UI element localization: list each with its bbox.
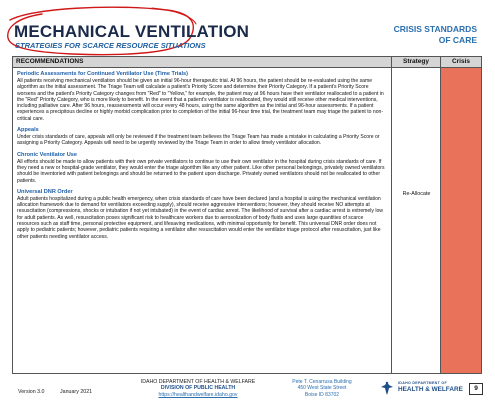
section-body-time-trials: All patients receiving mechanical ventilation should be given an initial 96-hour therapeutic trial. At 96 hours, the patient should be re-evaluated using the same algorithm as the initial assessment. The Triage Team will calculate a patient's Priority Score and determine their Priority Category. If a patient's Priority Score worsens and the patient's Priority Category changes from "Red" to "Yellow," for example, the patient may at 96 hours have their ventilator reallocated to a patient in the "Red" Priority Category, who is more likely to benefit. In the event that a patient's ventilator is reallocated, they would still receive other medical interventions, including palliative care. After 96 hours, reassessments will occur every 48 hours, using the same algorithm as the initial and 96-hour assessments. If a patient experiences a precipitous decline or highly morbid complication prior to completion of the initial 96-hour time trial, the treatment team may triage the patient to non-critical care. (17, 78, 384, 122)
column-header-strategy: Strategy (392, 57, 441, 68)
eagle-icon (380, 380, 394, 396)
section-title-time-trials: Periodic Assessments for Continued Ventilator Use (Time Trials) (17, 71, 188, 77)
footer-website-link[interactable]: https://healthandwelfare.idaho.gov (158, 391, 238, 398)
crisis-standards-line1: CRISIS STANDARDS (393, 24, 477, 34)
logo-main-text: HEALTH & WELFARE (398, 386, 463, 393)
page-title: MECHANICAL VENTILATION (14, 22, 250, 41)
page-subtitle: STRATEGIES FOR SCARCE RESOURCE SITUATIONS (15, 41, 206, 50)
footer-version-info (18, 389, 92, 395)
crisis-cell (441, 68, 481, 373)
footer-division: DIVISION OF PUBLIC HEALTH (160, 385, 236, 392)
logo-top-text: IDAHO DEPARTMENT OF (398, 381, 447, 385)
section-title-universal-dnr: Universal DNR Order (17, 188, 73, 195)
page-number: 9 (469, 383, 483, 395)
strategy-value: Re-Allocate (402, 191, 431, 197)
section-body-universal-dnr: Adult patients hospitalized during a public health emergency, when crisis standards of care have been declared (and a hospital is using the mechanical ventilation allocation framework due to demand for ventilators exceeding supply), should receive aggressive interventions; however, they should receive NO attempts at resuscitation (compressions, shocks or intubation if not yet intubated) in the event of cardiac arrest. The likelihood of survival after a cardiac arrest is extremely low for adult patients. As well, resuscitation poses significant risk to healthcare workers due to aerosolization of body fluids and uses large quantities of scarce resources such as staff time, personal protective equipment, and lifesaving medications, with minimal opportunity for benefit. This universal DNR order does not apply to pediatric patients; however, pediatric patients requiring a ventilator after resuscitation would enter the ventilator triage protocol after resuscitation, just like other patients needing ventilator access. (17, 195, 383, 240)
footer-date: January 2021 (60, 389, 93, 395)
recommendations-cell (13, 68, 392, 373)
column-header-recommendations: RECOMMENDATIONS (13, 57, 392, 68)
idhw-logo (380, 380, 468, 396)
footer-street: 450 West State Street (297, 385, 347, 392)
footer-org-name: IDAHO DEPARTMENT OF HEALTH & WELFARE (140, 379, 256, 385)
footer-building: Pete T. Cenarrusa Building (292, 379, 352, 385)
column-header-crisis: Crisis (441, 57, 481, 68)
section-title-chronic-ventilator: Chronic Ventilator Use (17, 151, 77, 158)
section-body-appeals: Under crisis standards of care, appeals will only be reviewed if the treatment team believes the Triage Team has made a mistake in calculating a Priority Score or assigning a Priority Category. Appeals will need to be urgently reviewed by the Triage Team in order to allow timely ventilator allocation. (17, 134, 380, 147)
crisis-standards-line2: OF CARE (438, 35, 477, 45)
footer-organization (128, 379, 268, 398)
crisis-standards-heading (367, 24, 477, 46)
footer-version: Version 3.0 (18, 389, 45, 395)
footer-city: Boise ID 83702 (304, 391, 340, 398)
recommendations-table (12, 56, 482, 374)
footer-address (282, 379, 362, 398)
section-title-appeals: Appeals (17, 127, 39, 134)
strategy-cell (392, 68, 441, 373)
section-body-chronic-ventilator: All efforts should be made to allow patients with their own private ventilators to continue to use their own ventilator in the hospital during crisis standards of care. If they need a new or hospital-grade ventilator, they would enter the triage algorithm like any other patient. Like other personal belongings, privately owned ventilators should be inventoried with patient belongings and should be returned to the patient upon discharge. Privately owned ventilators should not be reallocated to other patients. (17, 158, 385, 184)
